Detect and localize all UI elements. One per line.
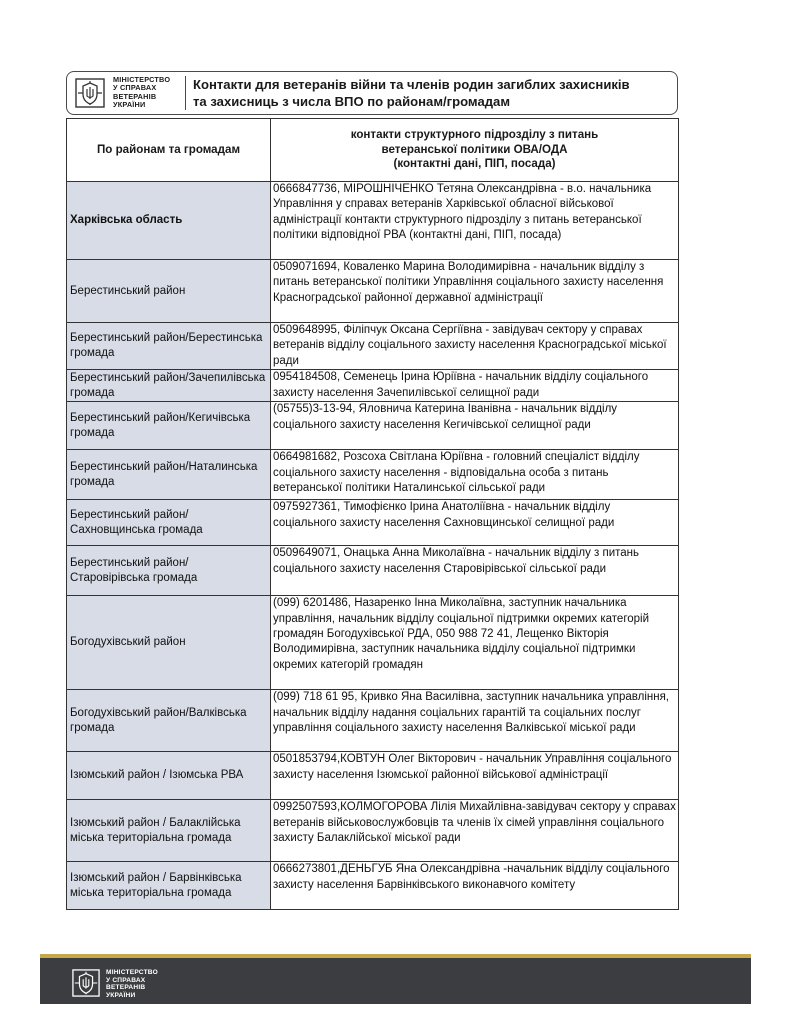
- table-row: [67, 690, 679, 752]
- ministry-name-line: УКРАЇНИ: [113, 99, 146, 109]
- contact-cell: 0509648995, Філіпчук Оксана Сергіївна - завідувач сектору у справах ветеранів відділу соціального захисту населення Красноградської міської ради: [271, 323, 679, 370]
- table-row: [67, 500, 679, 546]
- contacts-table: [66, 118, 679, 910]
- page-title-line: та захисниць з числа ВПО по районам/громадам: [193, 93, 511, 109]
- region-cell: Ізюмський район / Балаклійська міська територіальна громада: [67, 800, 271, 862]
- table-header-row: [67, 119, 679, 182]
- table-row: [67, 402, 679, 450]
- ministry-name-line: МІНІСТЕРСТВО: [113, 75, 171, 84]
- region-cell: Берестинський район/Старовірівська громада: [67, 546, 271, 596]
- table-row: [67, 370, 679, 402]
- ministry-name-line: ВЕТЕРАНІВ: [106, 984, 146, 992]
- column-header-line: контакти структурного підрозділу з питань: [350, 128, 599, 142]
- region-cell: Берестинський район/Кегичівська громада: [67, 402, 271, 450]
- table-row: [67, 323, 679, 370]
- contact-cell: 0992507593,КОЛМОГОРОВА Лілія Михайлівна-завідувач сектору у справах ветеранів військовослужбовців та членів їх сімей управління соціального захисту Балаклійської міської ради: [271, 800, 679, 862]
- contact-cell: 0509071694, Коваленко Марина Володимирівна - начальник відділу з питань ветеранської політики Управління соціального захисту населення Красноградської районної державної адміністрації: [271, 260, 679, 323]
- contact-cell: (05755)3-13-94, Яловнича Катерина Іванівна - начальник відділу соціального захисту населення Кегичівської селищної ради: [271, 402, 679, 450]
- ministry-name-line: ВЕТЕРАНІВ: [113, 91, 157, 101]
- page-title-line: Контакти для ветеранів війни та членів родин загиблих захисників: [193, 77, 630, 92]
- column-header-contacts: [271, 119, 679, 182]
- region-cell: Берестинський район/Сахновщинська громада: [67, 500, 271, 546]
- table-row: [67, 546, 679, 596]
- region-cell: Богодухівський район: [67, 596, 271, 690]
- contact-cell: 0501853794,КОВТУН Олег Вікторович - начальник Управління соціального захисту населення Ізюмської районної військової адміністрації: [271, 752, 679, 800]
- ministry-name-line: МІНІСТЕРСТВО: [106, 969, 158, 976]
- table-row: [67, 260, 679, 323]
- table-row: [67, 862, 679, 910]
- ministry-name: [106, 969, 158, 999]
- region-cell: Ізюмський район / Ізюмська РВА: [67, 752, 271, 800]
- ministry-logo-footer: [72, 966, 192, 1002]
- document-header: [66, 71, 678, 115]
- region-cell: Берестинський район/Зачепилівська громада: [67, 370, 271, 402]
- table-row: [67, 450, 679, 500]
- contact-cell: 0666847736, МІРОШНІЧЕНКО Тетяна Олександрівна - в.о. начальника Управління у справах ветеранів Харківської обласної військової адміністрації контакти структурного підрозділу з питань ветеранської політики відповідної РВА (контактні дані, ПІП, посада): [271, 182, 679, 260]
- table-row: [67, 800, 679, 862]
- contact-cell: 0664981682, Розсоха Світлана Юріївна - головний спеціаліст відділу соціального захисту населення - відповідальна особа з питань ветеранської політики Наталинської сільської ради: [271, 450, 679, 500]
- contact-cell: 0509649071, Онацька Анна Миколаївна - начальник відділу з питань соціального захисту населення Старовірівської сільської ради: [271, 546, 679, 596]
- ministry-name: [113, 76, 170, 109]
- header-divider: [185, 76, 186, 110]
- table-row: [67, 182, 679, 260]
- ministry-logo: [75, 76, 185, 112]
- column-header-line: ветеранської політики ОВА/ОДА: [381, 142, 568, 156]
- page-footer: [40, 954, 751, 1004]
- region-cell: Берестинський район/Наталинська громада: [67, 450, 271, 500]
- table-row: [67, 752, 679, 800]
- region-cell: Харківська область: [67, 182, 271, 260]
- table-row: [67, 596, 679, 690]
- region-cell: Богодухівський район/Валківська громада: [67, 690, 271, 752]
- ministry-emblem-icon: [72, 969, 100, 997]
- contact-cell: (099) 6201486, Назаренко Інна Миколаївна, заступник начальника управління, начальник відділу соціальної підтримки окремих категорій громадян Богодухівської РДА, 050 988 72 41, Лещенко Вікторія Володимирівна, заступник начальника відділу соціальної підтримки окремих категорій громадян: [271, 596, 679, 690]
- contact-cell: (099) 718 61 95, Кривко Яна Василівна, заступник начальника управління, начальник відділу надання соціальних гарантій та соціальних послуг управління соціального захисту населення Валківської міської ради: [271, 690, 679, 752]
- ministry-name-line: У СПРАВАХ: [106, 976, 146, 984]
- ministry-name-line: УКРАЇНИ: [106, 991, 136, 999]
- region-cell: Берестинський район/Берестинська громада: [67, 323, 271, 370]
- column-header-line: (контактні дані, ПІП, посада): [393, 157, 556, 171]
- contact-cell: 0954184508, Семенець Ірина Юріївна - начальник відділу соціального захисту населення Зачепилівської селищної ради: [271, 370, 679, 402]
- contact-cell: 0975927361, Тимофієнко Ірина Анатоліївна - начальник відділу соціального захисту населення Сахновщинської селищної ради: [271, 500, 679, 546]
- ministry-name-line: У СПРАВАХ: [113, 83, 157, 93]
- contact-cell: 0666273801,ДЕНЬГУБ Яна Олександрівна -начальник відділу соціального захисту населення Барвінківського виконавчого комітету: [271, 862, 679, 910]
- region-cell: Ізюмський район / Барвінківська міська територіальна громада: [67, 862, 271, 910]
- region-cell: Берестинський район: [67, 260, 271, 323]
- page-title: [193, 77, 673, 110]
- ministry-emblem-icon: [75, 78, 105, 108]
- column-header-regions: По районам та громадам: [67, 119, 271, 182]
